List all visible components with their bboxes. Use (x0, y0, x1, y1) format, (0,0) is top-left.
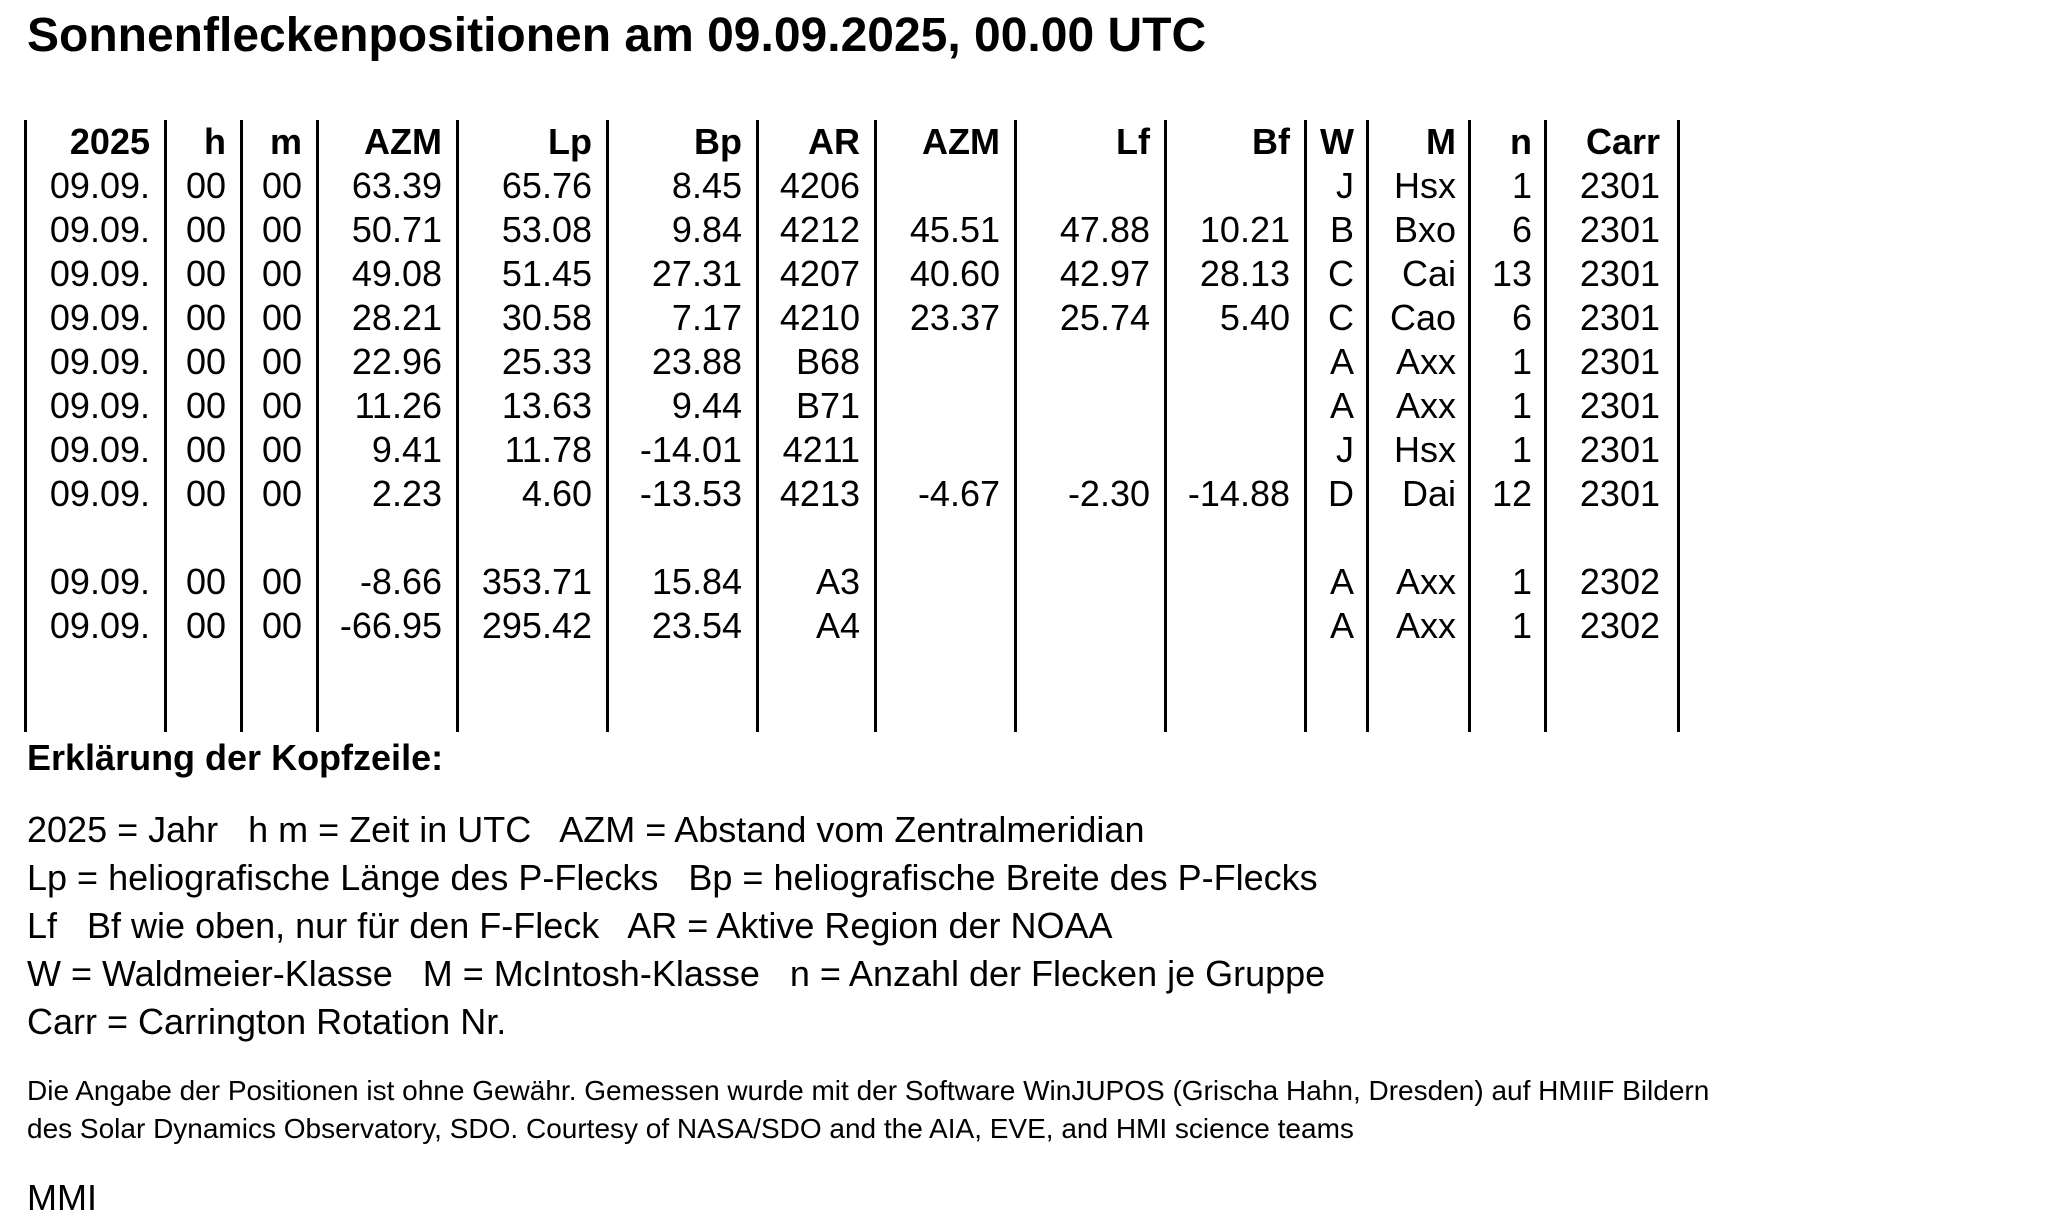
disclaimer-line: Die Angabe der Positionen ist ohne Gewähr. Gemessen wurde mit der Software WinJUPOS (Grischa Hahn, Dresden) auf HMIIF Bildern (27, 1075, 1710, 1106)
table-cell-lf: -2.30 (1067, 473, 1150, 514)
table-cell-year: 09.09. (49, 561, 150, 602)
table-cell-spot-count: 6 (1511, 297, 1532, 338)
disclaimer-line: des Solar Dynamics Observatory, SDO. Courtesy of NASA/SDO and the AIA, EVE, and HMI science teams (27, 1113, 1354, 1144)
table-divider (456, 120, 459, 732)
column-header-carrington: Carr (1585, 121, 1660, 162)
table-cell-hour: 00 (185, 385, 226, 426)
table-cell-bp: 23.88 (651, 341, 742, 382)
table-divider (1014, 120, 1017, 732)
table-cell-bp: -13.53 (639, 473, 742, 514)
table-cell-carrington: 2301 (1579, 385, 1660, 426)
table-cell-ar: B68 (795, 341, 860, 382)
table-cell-minute: 00 (261, 561, 302, 602)
table-cell-waldmeier: C (1328, 297, 1354, 338)
table-cell-waldmeier: A (1329, 605, 1354, 646)
table-divider (24, 120, 27, 732)
table-cell-lp: 11.78 (504, 429, 592, 470)
table-cell-hour: 00 (185, 341, 226, 382)
table-cell-ar: A4 (815, 605, 860, 646)
legend-line: W = Waldmeier-Klasse M = McIntosh-Klasse n = Anzahl der Flecken je Gruppe (27, 953, 1326, 994)
table-cell-lp: 4.60 (521, 473, 592, 514)
table-cell-bf: 5.40 (1219, 297, 1290, 338)
table-cell-lp: 53.08 (501, 209, 592, 250)
table-cell-bf: 28.13 (1199, 253, 1290, 294)
table-cell-azm-p: -66.95 (339, 605, 442, 646)
table-divider (1544, 120, 1547, 732)
table-cell-azm-p: 9.41 (371, 429, 442, 470)
legend-heading: Erklärung der Kopfzeile: (27, 737, 444, 778)
table-cell-ar: 4207 (779, 253, 860, 294)
table-cell-azm-f: 45.51 (909, 209, 1000, 250)
table-cell-spot-count: 1 (1511, 165, 1532, 206)
table-divider (316, 120, 319, 732)
table-cell-mcintosh: Dai (1401, 473, 1456, 514)
table-divider (756, 120, 759, 732)
table-cell-azm-p: 11.26 (354, 385, 442, 426)
table-cell-mcintosh: Axx (1395, 341, 1456, 382)
table-cell-hour: 00 (185, 297, 226, 338)
table-cell-spot-count: 1 (1511, 341, 1532, 382)
table-divider (1677, 120, 1680, 732)
table-cell-ar: 4206 (779, 165, 860, 206)
table-divider (606, 120, 609, 732)
table-cell-year: 09.09. (49, 341, 150, 382)
table-cell-ar: 4213 (779, 473, 860, 514)
table-cell-year: 09.09. (49, 473, 150, 514)
table-cell-ar: 4210 (779, 297, 860, 338)
table-cell-bp: 27.31 (651, 253, 742, 294)
table-cell-lp: 51.45 (501, 253, 592, 294)
table-cell-lp: 65.76 (501, 165, 592, 206)
table-cell-bp: 7.17 (671, 297, 742, 338)
table-cell-lf: 42.97 (1059, 253, 1150, 294)
table-cell-waldmeier: D (1328, 473, 1354, 514)
table-cell-bp: 15.84 (651, 561, 742, 602)
table-cell-carrington: 2301 (1579, 297, 1660, 338)
table-cell-mcintosh: Axx (1395, 385, 1456, 426)
table-cell-bf: 10.21 (1199, 209, 1290, 250)
table-cell-lp: 353.71 (481, 561, 592, 602)
table-cell-mcintosh: Bxo (1393, 209, 1456, 250)
table-cell-year: 09.09. (49, 429, 150, 470)
table-cell-mcintosh: Cai (1401, 253, 1456, 294)
table-cell-bp: 23.54 (651, 605, 742, 646)
column-header-azm-p: AZM (364, 121, 442, 162)
table-cell-mcintosh: Hsx (1394, 165, 1456, 206)
table-cell-mcintosh: Axx (1395, 561, 1456, 602)
table-cell-spot-count: 1 (1511, 561, 1532, 602)
table-cell-azm-p: -8.66 (359, 561, 442, 602)
table-cell-minute: 00 (261, 253, 302, 294)
table-cell-carrington: 2301 (1579, 209, 1660, 250)
column-header-ar: AR (808, 121, 860, 162)
table-cell-azm-p: 2.23 (371, 473, 442, 514)
table-cell-lp: 13.63 (501, 385, 592, 426)
column-header-bf: Bf (1252, 121, 1290, 162)
table-cell-minute: 00 (261, 429, 302, 470)
column-header-minute: m (269, 121, 302, 162)
table-cell-minute: 00 (261, 297, 302, 338)
table-cell-lp: 30.58 (501, 297, 592, 338)
table-cell-hour: 00 (185, 561, 226, 602)
table-cell-ar: A3 (815, 561, 860, 602)
table-cell-azm-f: 23.37 (909, 297, 1000, 338)
table-cell-minute: 00 (261, 209, 302, 250)
column-header-lf: Lf (1116, 121, 1150, 162)
table-cell-year: 09.09. (49, 209, 150, 250)
table-cell-ar: 4211 (782, 429, 860, 470)
column-header-bp: Bp (694, 121, 742, 162)
table-cell-lp: 25.33 (501, 341, 592, 382)
column-header-waldmeier: W (1320, 121, 1354, 162)
table-cell-hour: 00 (185, 473, 226, 514)
table-divider (1164, 120, 1167, 732)
table-cell-waldmeier: A (1329, 341, 1354, 382)
table-cell-waldmeier: C (1328, 253, 1354, 294)
table-cell-carrington: 2301 (1579, 429, 1660, 470)
table-cell-waldmeier: A (1329, 561, 1354, 602)
table-cell-carrington: 2301 (1579, 253, 1660, 294)
table-cell-bf: -14.88 (1187, 473, 1290, 514)
page-title: Sonnenfleckenpositionen am 09.09.2025, 00.00 UTC (27, 9, 1207, 62)
table-cell-hour: 00 (185, 605, 226, 646)
table-divider (1304, 120, 1307, 732)
table-cell-year: 09.09. (49, 165, 150, 206)
signature: MMI (27, 1177, 97, 1218)
column-header-azm-f: AZM (922, 121, 1000, 162)
legend-line: Lp = heliografische Länge des P-Flecks Bp = heliografische Breite des P-Flecks (27, 857, 1318, 898)
table-cell-azm-p: 50.71 (351, 209, 442, 250)
column-header-year: 2025 (69, 121, 150, 162)
table-cell-minute: 00 (261, 385, 302, 426)
table-cell-minute: 00 (261, 341, 302, 382)
table-cell-spot-count: 1 (1511, 605, 1532, 646)
column-header-spot-count: n (1510, 121, 1532, 162)
table-cell-carrington: 2302 (1579, 561, 1660, 602)
table-cell-azm-p: 49.08 (351, 253, 442, 294)
table-cell-lf: 25.74 (1059, 297, 1150, 338)
table-cell-minute: 00 (261, 165, 302, 206)
table-cell-carrington: 2301 (1579, 341, 1660, 382)
table-cell-year: 09.09. (49, 385, 150, 426)
table-cell-carrington: 2301 (1579, 165, 1660, 206)
column-header-mcintosh: M (1426, 121, 1456, 162)
table-cell-minute: 00 (261, 605, 302, 646)
table-cell-ar: 4212 (779, 209, 860, 250)
table-cell-azm-p: 28.21 (351, 297, 442, 338)
table-cell-azm-p: 63.39 (351, 165, 442, 206)
column-header-hour: h (204, 121, 226, 162)
table-cell-waldmeier: B (1329, 209, 1354, 250)
table-divider (240, 120, 243, 732)
table-cell-bp: 9.84 (671, 209, 742, 250)
table-cell-mcintosh: Axx (1395, 605, 1456, 646)
table-cell-lf: 47.88 (1059, 209, 1150, 250)
legend-line: Carr = Carrington Rotation Nr. (27, 1001, 507, 1042)
sunspot-table (24, 120, 1680, 732)
table-cell-azm-f: 40.60 (909, 253, 1000, 294)
table-cell-year: 09.09. (49, 605, 150, 646)
table-cell-hour: 00 (185, 165, 226, 206)
table-cell-lp: 295.42 (481, 605, 592, 646)
table-cell-hour: 00 (185, 209, 226, 250)
table-cell-spot-count: 12 (1491, 473, 1532, 514)
table-cell-year: 09.09. (49, 253, 150, 294)
table-cell-waldmeier: J (1336, 429, 1354, 470)
table-cell-mcintosh: Cao (1389, 297, 1456, 338)
table-cell-waldmeier: J (1336, 165, 1354, 206)
column-header-lp: Lp (548, 121, 592, 162)
table-cell-ar: B71 (795, 385, 860, 426)
table-cell-spot-count: 13 (1491, 253, 1532, 294)
table-cell-mcintosh: Hsx (1394, 429, 1456, 470)
table-cell-hour: 00 (185, 253, 226, 294)
table-cell-bp: -14.01 (639, 429, 742, 470)
table-cell-azm-p: 22.96 (351, 341, 442, 382)
table-cell-spot-count: 1 (1511, 429, 1532, 470)
table-cell-waldmeier: A (1329, 385, 1354, 426)
table-cell-azm-f: -4.67 (917, 473, 1000, 514)
table-cell-year: 09.09. (49, 297, 150, 338)
table-cell-spot-count: 1 (1511, 385, 1532, 426)
table-cell-bp: 8.45 (671, 165, 742, 206)
table-divider (874, 120, 877, 732)
table-cell-bp: 9.44 (671, 385, 742, 426)
table-cell-spot-count: 6 (1511, 209, 1532, 250)
table-divider (1366, 120, 1369, 732)
table-cell-hour: 00 (185, 429, 226, 470)
table-cell-carrington: 2302 (1579, 605, 1660, 646)
table-divider (164, 120, 167, 732)
legend-line: 2025 = Jahr h m = Zeit in UTC AZM = Abstand vom Zentralmeridian (27, 809, 1145, 850)
table-divider (1468, 120, 1471, 732)
table-cell-carrington: 2301 (1579, 473, 1660, 514)
legend-line: Lf Bf wie oben, nur für den F-Fleck AR = Aktive Region der NOAA (27, 905, 1113, 946)
table-cell-minute: 00 (261, 473, 302, 514)
